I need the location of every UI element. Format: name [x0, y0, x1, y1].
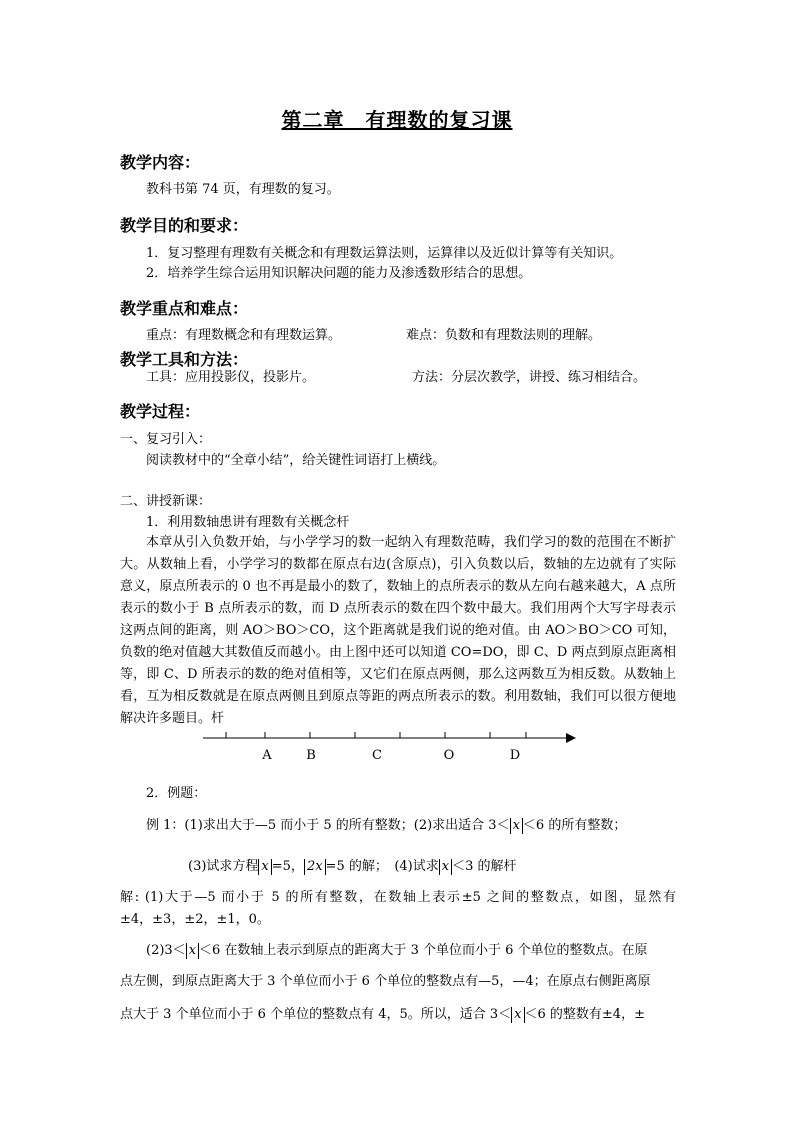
solution-2-line-3 [120, 1003, 645, 1023]
number-line-ticks [226, 732, 526, 738]
review-title: 一、复习引入： [120, 432, 212, 447]
heading-goals: 教学目的和要求： [120, 216, 249, 235]
arrow-head-icon [566, 733, 576, 743]
lecture-subheading-2: 2．例题： [146, 786, 207, 801]
example-3-text-a: (3)试求方程 [188, 859, 259, 874]
abs-2x: 2x [304, 859, 326, 875]
page-title: 第二章 有理数的复习课 [281, 108, 513, 132]
solution-2-text-a: (2)3＜ [146, 943, 186, 958]
tools-text: 工具：应用投影仪，投影片。 [146, 370, 316, 385]
lecture-subheading-1: 1．利用数轴患讲有理数有关概念杆 [146, 515, 350, 530]
heading-tools: 教学工具和方法： [120, 350, 249, 369]
heading-content: 教学内容： [120, 153, 201, 172]
abs-x: x [510, 818, 523, 834]
solution-2-text-c: 点大于 3 个单位而小于 6 个单位的整数点有 4，5。所以，适合 3＜ [120, 1007, 512, 1022]
solution-2-line-2: 点左侧，到原点距离大于 3 个单位而小于 6 个单位的整数点有—5，—4；在原点右侧距离原 [120, 974, 651, 989]
method-text: 方法：分层次教学，讲授、练习相结合。 [412, 370, 647, 385]
heading-process: 教学过程： [120, 402, 201, 421]
example-1-text-a: 例 1：(1)求出大于—5 而小于 5 的所有整数；(2)求出适合 3＜ [146, 818, 510, 833]
example-4-text: ＜3 的解杆 [452, 859, 517, 874]
lecture-paragraph: 本章从引入负数开始，与小学学习的数一起纳入有理数范畴，我们学习的数的范围在不断扩大。从数轴上看，小学学习的数都在原点右边(含原点)，引入负数以后，数轴的左边就有了实际意义，原点所表示的 0 也不再是最小的数了，数轴上的点所表示的数从左向右越来越大，A 点所表示的数小于 B 点所表示的数，而 D 点所表示的数在四个数中最大。我们用两个大写字母表示这两点间的距离，则 AO＞BO＞CO，这个距离就是我们说的绝对值。由 AO＞BO＞CO 可知，负数的绝对值越大其数值反而越小。由上图中还可以知道 CO=DO，即 C、D 两点到原点距离相等，即 C、D 所表示的数的绝对值相等，又它们在原点两侧，那么这两数互为相反数。从数轴上看，互为相反数就是在原点两侧且到原点等距的两点所表示的数。利用数轴，我们可以很方便地解决许多题目。杆 [120, 535, 676, 726]
solution-2-text-d: ＜6 的整数有±4，± [524, 1007, 645, 1022]
difficulty-text: 难点：负数和有理数法则的理解。 [406, 328, 602, 343]
review-text: 阅读教材中的“全章小结”，给关键性词语打上横线。 [146, 453, 446, 468]
solution-2-line-1 [146, 939, 648, 959]
goal-item-1: 1．复习整理有理数有关概念和有理数运算法则，运算律以及近似计算等有关知识。 [146, 246, 623, 261]
point-label-o: O [443, 748, 455, 763]
abs-x: x [186, 943, 199, 959]
abs-x: x [258, 859, 271, 875]
number-line [0, 728, 794, 768]
point-label-a: A [262, 748, 272, 763]
abs-x: x [439, 859, 452, 875]
content-text: 教科书第 74 页，有理数的复习。 [146, 182, 340, 197]
heading-key-points: 教学重点和难点： [120, 299, 249, 318]
example-1-text-b: ＜6 的所有整数； [522, 818, 627, 833]
abs-x: x [511, 1007, 524, 1023]
key-point-text: 重点：有理数概念和有理数运算。 [146, 328, 342, 343]
example-3-text-c: =5 的解； (4)试求 [325, 859, 439, 874]
goal-item-2: 2．培养学生综合运用知识解决问题的能力及渗透数形结合的思想。 [146, 266, 532, 281]
point-label-c: C [372, 748, 382, 763]
number-line-labels [261, 748, 520, 763]
solution-1: 解: (1)大于—5 而小于 5 的所有整数，在数轴上表示±5 之间的整数点，如图，显然有±4，±3，±2，±1，0。 [120, 890, 676, 927]
lecture-title: 二、讲授新课： [120, 494, 212, 509]
point-label-b: B [306, 748, 316, 763]
example-3-text-b: =5， [271, 859, 304, 874]
example-1-line-2 [188, 855, 517, 875]
solution-2-text-b: ＜6 在数轴上表示到原点的距离大于 3 个单位而小于 6 个单位的整数点。在原 [199, 943, 648, 958]
point-label-d: D [509, 748, 521, 763]
example-1-line-1 [146, 814, 626, 834]
